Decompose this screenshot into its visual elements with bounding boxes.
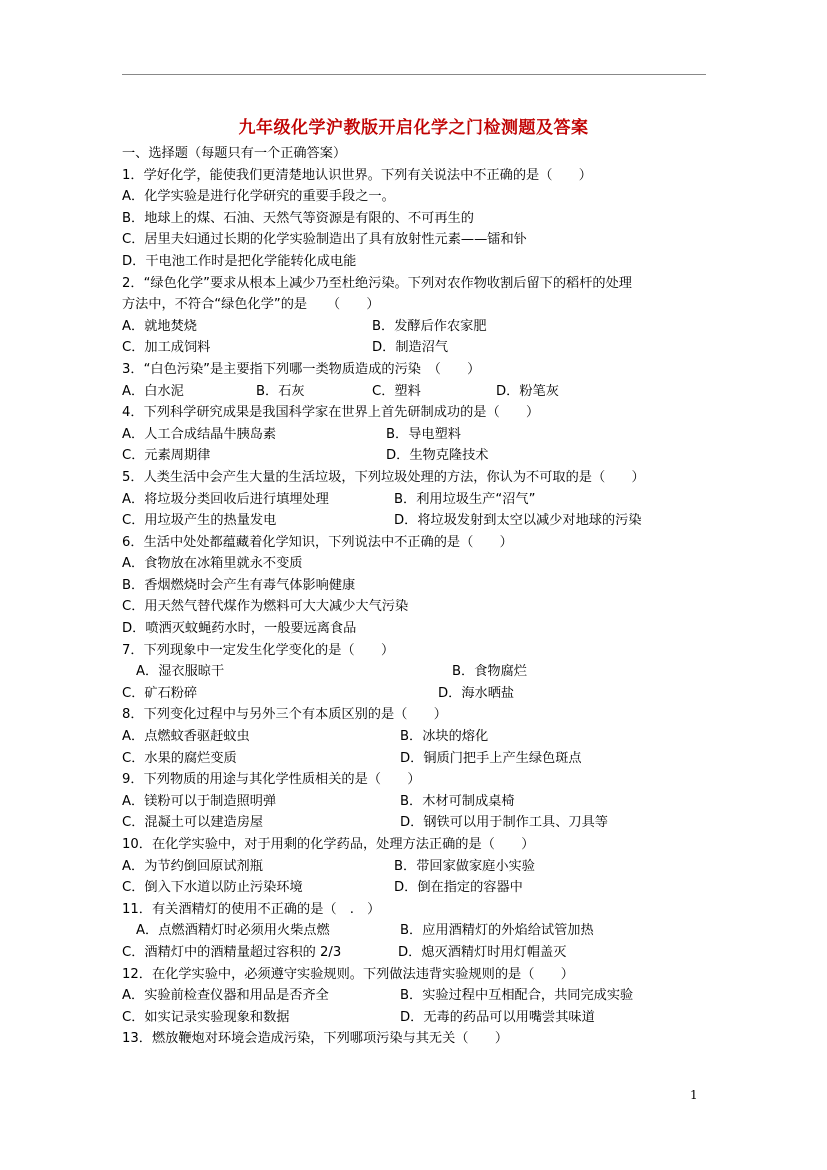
option-row	[122, 445, 712, 467]
option-line: C．居里夫妇通过长期的化学实验制造出了具有放射性元素——镭和钋	[122, 232, 527, 248]
section-heading: 一、选择题（每题只有一个正确答案）	[122, 146, 347, 161]
question-7: 7．下列现象中一定发生化学变化的是（ ）	[122, 642, 395, 658]
option-row	[122, 748, 712, 770]
option: B．应用酒精灯的外焰给试管加热	[400, 923, 594, 939]
option-row	[122, 812, 712, 834]
option: A．将垃圾分类回收后进行填埋处理	[122, 491, 329, 507]
option: C．矿石粉碎	[122, 685, 198, 701]
option: A．食物放在冰箱里就永不变质	[122, 556, 303, 572]
option-row	[122, 877, 712, 899]
option: B．导电塑料	[386, 426, 461, 442]
option-row	[122, 661, 712, 683]
option-row	[122, 683, 712, 705]
option: B．实验过程中互相配合，共同完成实验	[400, 988, 634, 1004]
option-row	[122, 316, 712, 338]
option-line: A．化学实验是进行化学研究的重要手段之一。	[122, 189, 395, 205]
option: A．镁粉可以于制造照明弹	[122, 793, 277, 809]
option: D．海水晒盐	[438, 685, 515, 701]
option-row	[122, 424, 712, 446]
option: D．喷洒灭蚊蝇药水时，一般要远离食品	[122, 621, 357, 637]
document-body	[122, 143, 712, 1050]
option-row	[122, 791, 712, 813]
question-1: 1．学好化学，能使我们更清楚地认识世界。下列有关说法中不正确的是（ ）	[122, 167, 592, 183]
question-9: 9．下列物质的用途与其化学性质相关的是（ ）	[122, 772, 421, 788]
option: C．元素周期律	[122, 448, 211, 464]
option: B．食物腐烂	[452, 664, 527, 680]
option: C．酒精灯中的酒精量超过容积的 2/3	[122, 944, 342, 960]
question-12: 12．在化学实验中，必须遵守实验规则。下列做法违背实验规则的是（ ）	[122, 966, 574, 982]
option: C．塑料	[372, 383, 421, 399]
option: A．点燃酒精灯时必须用火柴点燃	[136, 923, 330, 939]
option: A．人工合成结晶牛胰岛素	[122, 426, 277, 442]
option-row	[122, 381, 712, 403]
option: B．带回家做家庭小实验	[394, 858, 535, 874]
question-8: 8．下列变化过程中与另外三个有本质区别的是（ ）	[122, 707, 447, 723]
option: B．发酵后作农家肥	[372, 318, 487, 334]
option: C．水果的腐烂变质	[122, 750, 237, 766]
option: C．倒入下水道以防止污染环境	[122, 880, 303, 896]
option: D．倒在指定的容器中	[394, 880, 523, 896]
document-title: 九年级化学沪教版开启化学之门检测题及答案	[238, 118, 589, 138]
option: A．湿衣服晾干	[136, 664, 225, 680]
option: A．白水泥	[122, 383, 184, 399]
option-row	[122, 942, 712, 964]
option: B．香烟燃烧时会产生有毒气体影响健康	[122, 577, 356, 593]
option: B．冰块的熔化	[400, 729, 489, 745]
option: B．木材可制成桌椅	[400, 793, 515, 809]
option: C．用垃圾产生的热量发电	[122, 513, 277, 529]
option-row	[122, 489, 712, 511]
header-rule	[122, 74, 706, 75]
question-3: 3．“白色污染”是主要指下列哪一类物质造成的污染 （ ）	[122, 361, 481, 377]
option: B．石灰	[256, 383, 305, 399]
option: C．混凝土可以建造房屋	[122, 815, 264, 831]
option: D．铜质门把手上产生绿色斑点	[400, 750, 582, 766]
option-row	[122, 1007, 712, 1029]
option-line: B．地球上的煤、石油、天然气等资源是有限的、不可再生的	[122, 210, 474, 226]
option-row	[122, 985, 712, 1007]
option: D．钢铁可以用于制作工具、刀具等	[400, 815, 608, 831]
option: D．熄灭酒精灯时用灯帽盖灭	[398, 944, 567, 960]
question-2: 2．“绿色化学”要求从根本上减少乃至杜绝污染。下列对农作物收割后留下的稻杆的处理	[122, 275, 632, 291]
option-row	[122, 510, 712, 532]
option-row	[122, 856, 712, 878]
option: C．加工成饲料	[122, 340, 211, 356]
option: D．生物克隆技术	[386, 448, 489, 464]
option-row	[122, 337, 712, 359]
question-6: 6．生活中处处都蕴藏着化学知识，下列说法中不正确的是（ ）	[122, 534, 513, 550]
option: D．制造沼气	[372, 340, 449, 356]
question-11: 11．有关酒精灯的使用不正确的是（ . ）	[122, 901, 381, 917]
option-row	[122, 726, 712, 748]
option: A．实验前检查仪器和用品是否齐全	[122, 988, 329, 1004]
option-line: D．干电池工作时是把化学能转化成电能	[122, 253, 357, 269]
question-10: 10．在化学实验中，对于用剩的化学药品，处理方法正确的是（ ）	[122, 837, 535, 852]
option: B．利用垃圾生产“沼气”	[394, 491, 536, 507]
option: A．为节约倒回原试剂瓶	[122, 858, 263, 874]
option: D．粉笔灰	[496, 383, 559, 399]
option: A．就地焚烧	[122, 318, 197, 334]
page-number: 1	[690, 1088, 698, 1102]
question-2-cont: 方法中，不符合“绿色化学”的是 （ ）	[122, 297, 380, 313]
question-13: 13．燃放鞭炮对环境会造成污染，下列哪项污染与其无关（ ）	[122, 1031, 509, 1047]
option: C．如实记录实验现象和数据	[122, 1009, 290, 1025]
option: A．点燃蚊香驱赶蚊虫	[122, 729, 250, 745]
option-row	[122, 920, 712, 942]
option: D．将垃圾发射到太空以减少对地球的污染	[394, 513, 642, 529]
question-4: 4．下列科学研究成果是我国科学家在世界上首先研制成功的是（ ）	[122, 405, 540, 421]
option: D．无毒的药品可以用嘴尝其味道	[400, 1009, 595, 1025]
question-5: 5．人类生活中会产生大量的生活垃圾，下列垃圾处理的方法，你认为不可取的是（ ）	[122, 469, 645, 485]
option: C．用天然气替代煤作为燃料可大大减少大气污染	[122, 599, 409, 615]
